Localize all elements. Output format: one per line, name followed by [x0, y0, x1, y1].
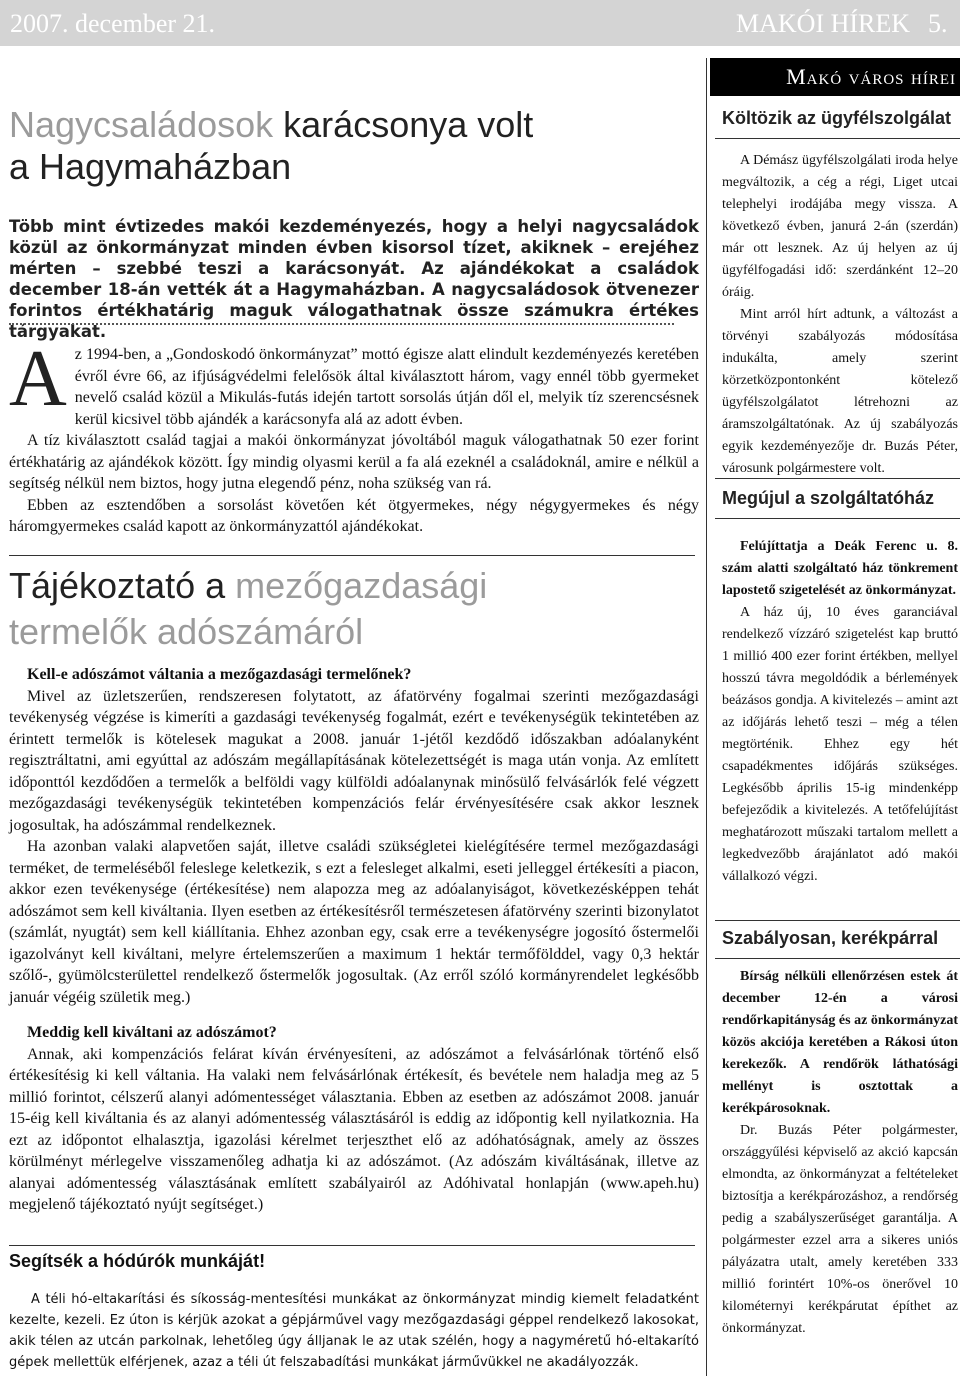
article2-title: [9, 563, 699, 655]
article1-title-line2: a Hagymaházban: [9, 146, 292, 187]
article1-body: [9, 335, 699, 538]
article1-paragraph: Ebben az esztendőben a sorsolást követően két ötgyermekes, négy négygyermekes és négy háromgyermekes család kapott az önkormányzattól ajándékokat.: [9, 496, 699, 535]
article2-question: Kell-e adószámot váltania a mezőgazdasági termelőnek?: [27, 666, 412, 683]
page-number: 5.: [928, 9, 948, 38]
article2-body: [9, 664, 699, 1216]
sidebar-story2-body: [722, 536, 958, 888]
article1-title-accent: Nagycsaládosok: [9, 104, 274, 145]
article2-title-start: Tájékoztató a: [9, 565, 236, 606]
article1-lead: Több mint évtizedes makói kezdeményezés, hogy a helyi nagycsaládok közül az önkormányzat minden évben kisorsol tízet, akiknek – erejéhez mérten – szebbé teszi a karácsonyát. Az ajándékokat a családok december 18-án vették át a Hagymaházban. A nagycsaládosok ötvenezer forintos értékhatárig maguk válogathatnak össze számukra értékes tárgyakat.: [9, 217, 699, 341]
section-title: Makó város hírei: [786, 64, 956, 89]
article3-paragraph: A téli hó-eltakarítási és síkosság-mentesítési munkákat az önkormányzat mindig kiemelt feladatként kezelte, kezeli. Ez úton is kérjük azokat a gépjárművel vagy mezőgazdasági géppel rendelkező lakosokat, akik télen az utcán parkolnak, lehetőleg úgy álljanak le az utak szélén, hogy a nagyméretű hó-eltakarító gépek mellettük elférjenek, azaz a téli út felszabadítási munkákat járművükkel ne akadályozzák.: [9, 1292, 699, 1370]
sidebar-story2-title: Megújul a szolgáltatóház: [722, 488, 935, 508]
sidebar-title-rule: [715, 958, 960, 959]
sidebar-paragraph: Mint arról hírt adtunk, a változást a törvényi szabályozás módosítása indukálta, amely szerint körzetközpontonként kötelező ügyfélszolgálatot létrehozni az áramszolgáltatónak. Az új szabályozás egyik kezdeményezője dr. Buzás Péter, városunk polgármestere volt.: [722, 307, 958, 476]
sidebar-title-rule: [715, 920, 960, 921]
article3-title: Segítsék a hódúrók munkáját!: [9, 1251, 266, 1271]
sidebar-story3-body: [722, 966, 958, 1340]
article1-paragraph: z 1994-ben, a „Gondoskodó önkormányzat” mottó égisze alatt elindult kezdeményezés keretében évről évre 66, az ifjúságvédelmi felelősök által kiválasztott három, vagy ennél több gyermeket nevelő család közül a Mikulás-futás idején tartott sorsolás útján dől el, melyik tíz szerencsésnek kerül kicsivel több ajándék a karácsonyfa alá az adott évben.: [74, 346, 699, 428]
sidebar-paragraph: A ház új, 10 éves garanciával rendelkező vízzáró szigetelést kap bruttó 1 millió 400 ezer forint értékben, mellyel hosszú távra megoldódik a bérlemények beázásos gondja. A kivitelezés – amint azt az időjárás lehető teszi – még a télen megtörténik. Ehhez egy hét csapadékmentes időjárás szükséges. Legkésőbb április 15-ig mindenképp befejeződik a kivitelezés. A tetőfelújítást meghatározott műszaki tartalom mellett a legkedvezőbb árajánlatot adó makói vállalkozó végzi.: [722, 605, 958, 884]
article-divider: [9, 555, 695, 556]
article2-question: Meddig kell kiváltani az adószámot?: [27, 1024, 277, 1041]
sidebar-paragraph: A Démász ügyfélszolgálati iroda helye megváltozik, a cég a régi, Liget utcai telephelyi irodájába megy vissza. A következő évben, janurá 2-án (szerdán) már ott lesznek. Az új helyen az új ügyfélfogadási idő: szerdánként 12–20 óráig.: [722, 153, 958, 300]
dotted-divider: [9, 323, 674, 325]
sidebar-story1-title: Költözik az ügyfélszolgálat: [722, 108, 952, 128]
sidebar-title-rule: [715, 478, 960, 479]
issue-date: 2007. december 21.: [10, 9, 216, 38]
sidebar-lead: Felújíttatja a Deák Ferenc u. 8. szám alatti szolgáltató ház tönkrement lapostető szigetelését az önkormányzat.: [722, 539, 958, 598]
article1-title: [9, 104, 699, 188]
article2-paragraph: Ha azonban valaki alapvetően saját, illetve családi szükségletei kielégítésére termel mezőgazdasági terméket, de termeléséből feleslege keletkezik, s ezt a felesleget alkalmi, eseti jelleggel értékesíti a piacon, akkor ezen tevékenysége (értékesítése) nem alapozza meg az adóalanyiságot, következésképpen tehát adószámot sem kell kiváltania. Ilyen esetben az értékesítésről természetesen áfatörvény szerinti bizonylatot (számlát, nyugtát) sem kell kiállítania. Ehhez azonban egy, csak erre a tevékenységre jogosító őstermelői igazolványt kell kiváltani, melyre értelemszerűen a maximum 1 hektár termőfölddel, vagy 0,3 hektár szőlő-, gyümölcsterülettel rendelkező őstermelők jogosultak. (Az erről szóló kormányrendelet legkésőbb január végéig születik meg.): [9, 838, 699, 1006]
dropcap: A: [9, 335, 67, 423]
sidebar-story3-title: Szabályosan, kerékpárral: [722, 928, 939, 948]
paper-name: MAKÓI HÍREK: [736, 9, 911, 38]
article-divider: [9, 1245, 695, 1246]
sidebar-title-rule: [715, 518, 960, 519]
sidebar-story1-body: [722, 150, 958, 480]
article3-body: [9, 1289, 699, 1373]
sidebar-paragraph: Dr. Buzás Péter polgármester, országgyűlési képviselő az akció kapcsán elmondta, az önkormányzat a feltételeket biztosítja a kerékpározáshoz, a rendőrség pedig a szabályszerűséget garantálja. A polgármester ezzel arra a sikeres uniós pályázatra utalt, amely keretében 333 millió forintért 10%-os önerővel 10 kilométernyi kerékpárutat építhet az önkormányzat.: [722, 1123, 958, 1336]
sidebar-title-rule: [715, 138, 960, 139]
article1-paragraph: A tíz kiválasztott család tagjai a makói önkormányzat jóvoltából maguk válogathatnak 50 ezer forint értékhatárig az ajándékok között. Így mindig olyasmi kerül a fa alá ezeknél a családoknál, amire e nélkül a segítség nélkül nem biztos, hogy jutna elegendő pénz, noha szükség van rá.: [9, 432, 699, 492]
article1-title-rest: karácsonya volt: [273, 104, 534, 145]
article2-title-line2: termelők adószámáról: [9, 611, 364, 652]
article2-paragraph: Annak, aki kompenzációs felárat kíván érvényesíteni, az adószámot a felvásárlónak történő első értékesítésig ki kell váltania. Ha valaki nem felvásárlónak értékesít, és bevétele nem haladja meg az 5 millió forintot, célszerű alanyi adómentességet választania. Ebben az esetben az adószámot 2008. január 15-éig kell kiváltania és az alanyi adómentesség választásáról is eddig az időpontig kell nyilatkoznia. Ha ezt az időpontot elhalasztja, igazolási kérelmet terjeszthet elő az adóhatóságnak, amely az összes körülményt mérlegelve visszamenőleg adhatja ki az adószámot. (Az adószám kiváltásának, illetve az alanyai adómentesség választásának említett szabályairól az Adóhivatal honlapján (www.apeh.hu) megjelenő tájékoztató nyújt segítséget.): [9, 1045, 699, 1213]
article2-paragraph: Mivel az üzletszerűen, rendszeresen folytatott, az áfatörvény fogalmai szerinti mezőgazdasági tevékenység végzése is kimeríti a gazdasági tevékenység fogalmát, ezért e tevékenységük tekintetében az érintett termelők is kötelesek magukat a 2008. január 1-jétől kezdődő időszakban adóalanyként regisztráltatni, ami egyúttal az adószám megállapításának kötelezettségét is maga után vonja. Az említett időponttól kezdődően a termelők a belföldi vagy külföldi adóalanynak minősülő felvásárlók felé végzett mezőgazdasági tevékenységük tekintetében kompenzációs felár érvényesítésére csak akkor lesznek jogosultak, ha adószámmal rendelkeznek.: [9, 687, 699, 834]
article2-title-accent: mezőgazdasági: [235, 565, 488, 606]
sidebar-lead: Bírság nélküli ellenőrzésen estek át december 12-én a városi rendőrkapitányság és az önkormányzat közös akciója keretében a Rákosi úton kerekezők. A rendőrök láthatósági mellényt is osztottak a kerékpárosoknak.: [722, 969, 958, 1116]
column-divider: [706, 58, 707, 1376]
